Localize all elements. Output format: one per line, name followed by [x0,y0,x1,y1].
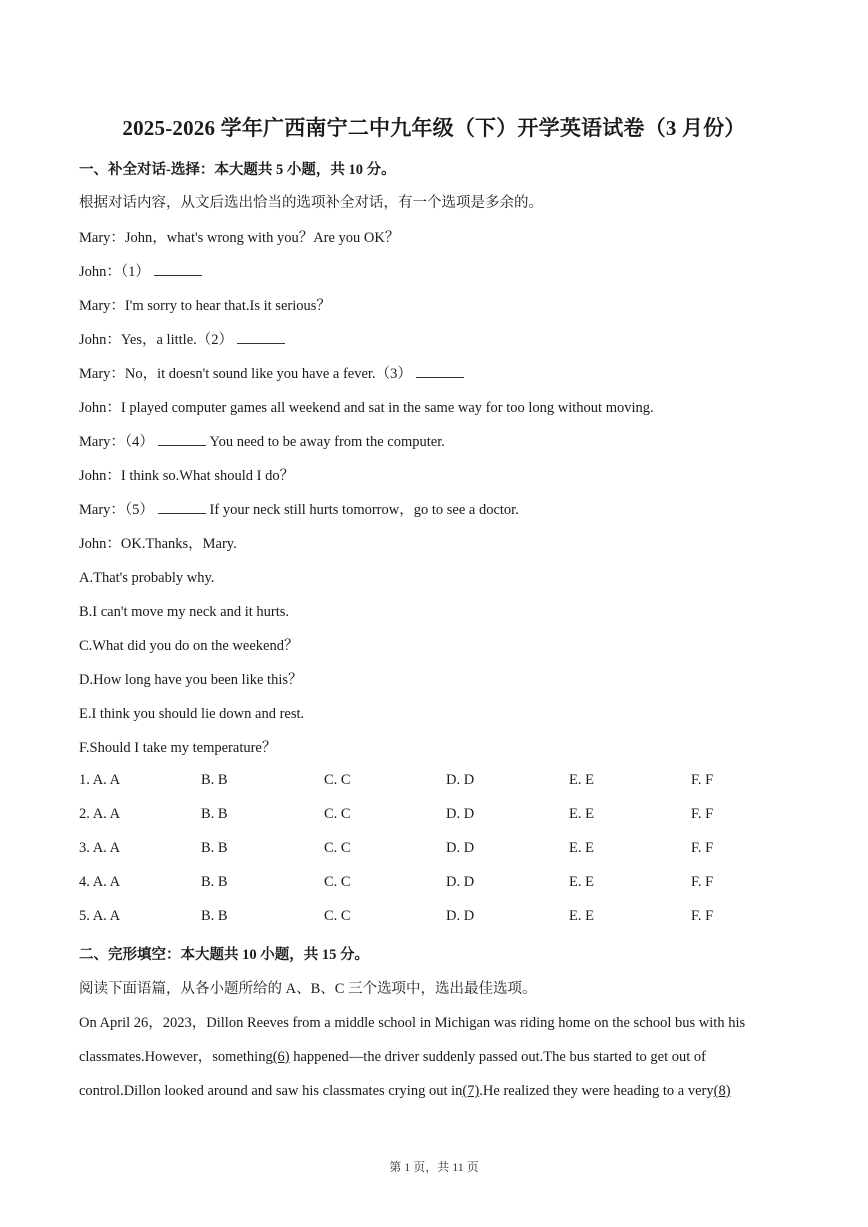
choice-option[interactable]: D. D [446,806,475,822]
passage-line-3 [79,1081,731,1101]
choice-option[interactable]: D. D [446,874,475,890]
choice-option[interactable]: D. D [446,908,475,924]
blank-8: (8) [713,1083,731,1099]
option-item: F.Should I take my temperature？ [79,740,277,756]
choice-option[interactable]: E. E [569,908,594,924]
dialogue-text: John：OK.Thanks，Mary. [79,536,237,552]
page-title: 2025-2026 学年广西南宁二中九年级（下）开学英语试卷（3 月份） [122,116,746,140]
passage-line-2 [79,1047,706,1067]
choice-option[interactable]: C. C [324,874,351,890]
option-item: C.What did you do on the weekend？ [79,638,299,654]
passage-text: .He realized they were heading to a very [479,1083,714,1099]
question-row [79,772,779,792]
choice-option[interactable]: B. B [201,908,228,924]
answer-blank[interactable] [237,331,285,344]
choice-option[interactable]: E. E [569,874,594,890]
dialogue-text: If your neck still hurts tomorrow，go to see a doctor. [205,502,519,518]
choice-option[interactable]: E. E [569,772,594,788]
dialogue-text: John：Yes，a little.（2） [79,332,234,348]
dialogue-line [79,466,294,486]
dialogue-line [79,398,654,418]
blank-6: (6) [272,1049,290,1065]
choice-option[interactable]: 4. A. A [79,874,121,890]
choice-option[interactable]: C. C [324,806,351,822]
choice-option[interactable]: 3. A. A [79,840,121,856]
passage-text: classmates.However，something [79,1049,273,1065]
dialogue-line [79,228,399,248]
dialogue-line [79,432,445,452]
dialogue-line [79,364,464,384]
choice-option[interactable]: D. D [446,772,475,788]
passage-line-1: On April 26，2023，Dillon Reeves from a middle school in Michigan was riding home on the school bus with his [79,1015,746,1031]
dialogue-line [79,330,285,350]
section1-instruction: 根据对话内容，从文后选出恰当的选项补全对话，有一个选项是多余的。 [79,195,543,211]
dialogue-text: Mary：No，it doesn't sound like you have a fever.（3） [79,366,412,382]
dialogue-line [79,262,202,282]
choice-option[interactable]: 5. A. A [79,908,121,924]
option-item: A.That's probably why. [79,570,215,586]
dialogue-text: John：（1） [79,264,150,280]
dialogue-text: You need to be away from the computer. [205,434,445,450]
section2-heading: 二、完形填空：本大题共 10 小题，共 15 分。 [79,947,369,963]
answer-blank[interactable] [154,263,202,276]
choice-option[interactable]: E. E [569,806,594,822]
question-row [79,874,779,894]
choice-option[interactable]: F. F [691,806,714,822]
page-footer: 第 1 页，共 11 页 [389,1160,479,1174]
choice-option[interactable]: C. C [324,772,351,788]
choice-option[interactable]: F. F [691,772,714,788]
dialogue-line [79,534,237,554]
dialogue-text: Mary：I'm sorry to hear that.Is it serious？ [79,298,331,314]
question-row [79,806,779,826]
section2-instruction: 阅读下面语篇，从各小题所给的 A、B、C 三个选项中，选出最佳选项。 [79,981,537,997]
choice-option[interactable]: 2. A. A [79,806,121,822]
dialogue-text: John：I think so.What should I do？ [79,468,295,484]
dialogue-line [79,296,331,316]
blank-7: (7) [462,1083,480,1099]
choice-option[interactable]: D. D [446,840,475,856]
choice-option[interactable]: F. F [691,840,714,856]
choice-option[interactable]: B. B [201,874,228,890]
passage-text: control.Dillon looked around and saw his classmates crying out in [79,1083,463,1099]
choice-option[interactable]: E. E [569,840,594,856]
choice-option[interactable]: F. F [691,874,714,890]
answer-blank[interactable] [158,433,206,446]
choice-option[interactable]: B. B [201,772,228,788]
option-item: E.I think you should lie down and rest. [79,706,305,722]
dialogue-text: Mary：John，what's wrong with you？Are you OK？ [79,230,400,246]
question-row [79,840,779,860]
choice-option[interactable]: C. C [324,840,351,856]
dialogue-line [79,500,519,520]
dialogue-text: John：I played computer games all weekend and sat in the same way for too long without moving. [79,400,654,416]
choice-option[interactable]: F. F [691,908,714,924]
choice-option[interactable]: B. B [201,840,228,856]
section1-heading: 一、补全对话-选择：本大题共 5 小题，共 10 分。 [79,162,396,178]
answer-blank[interactable] [416,365,464,378]
dialogue-text: Mary：（4） [79,434,154,450]
passage-text: happened—the driver suddenly passed out.The bus started to get out of [289,1049,706,1065]
choice-option[interactable]: 1. A. A [79,772,121,788]
question-row [79,908,779,928]
choice-option[interactable]: C. C [324,908,351,924]
answer-blank[interactable] [158,501,206,514]
choice-option[interactable]: B. B [201,806,228,822]
option-item: B.I can't move my neck and it hurts. [79,604,289,620]
option-item: D.How long have you been like this？ [79,672,303,688]
dialogue-text: Mary：（5） [79,502,154,518]
